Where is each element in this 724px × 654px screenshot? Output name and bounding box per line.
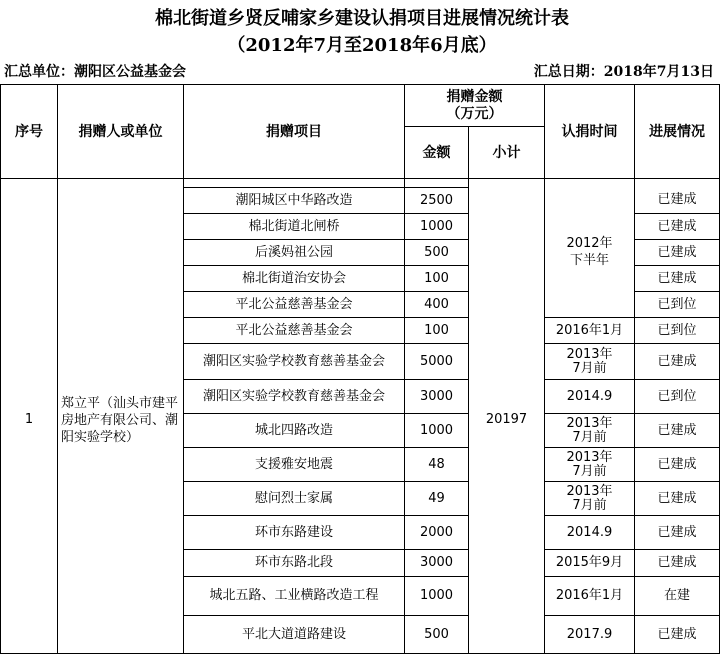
project-cell: 棉北街道北闸桥 (184, 214, 405, 240)
header-progress: 进展情况 (635, 85, 720, 179)
header-project: 捐赠项目 (184, 85, 405, 179)
time-cell: 2017.9 (545, 616, 635, 654)
progress-cell: 已建成 (635, 516, 720, 550)
progress-cell: 已建成 (635, 550, 720, 577)
project-cell: 环市东路北段 (184, 550, 405, 577)
progress-cell: 已建成 (635, 240, 720, 266)
progress-cell: 已建成 (635, 266, 720, 292)
donation-table (0, 84, 720, 654)
amount-cell: 100 (405, 266, 469, 292)
project-cell: 平北公益慈善基金会 (184, 318, 405, 344)
progress-cell: 在建 (635, 577, 720, 616)
header-seq: 序号 (1, 85, 58, 179)
progress-cell: 已到位 (635, 380, 720, 414)
header-time: 认捐时间 (545, 85, 635, 179)
seq-cell: 1 (1, 188, 58, 654)
project-cell: 潮阳城区中华路改造 (184, 188, 405, 214)
progress-cell: 已建成 (635, 188, 720, 214)
amount-cell: 48 (405, 448, 469, 482)
subtotal-cell: 20197 (469, 188, 545, 654)
project-cell: 潮阳区实验学校教育慈善基金会 (184, 344, 405, 380)
header-subtotal: 小计 (469, 127, 545, 179)
time-cell: 2013年 7月前 (545, 344, 635, 380)
time-cell: 2014.9 (545, 380, 635, 414)
time-cell: 2014.9 (545, 516, 635, 550)
time-cell: 2015年9月 (545, 550, 635, 577)
gap-cell (1, 179, 58, 188)
amount-cell: 2500 (405, 188, 469, 214)
amount-cell: 49 (405, 482, 469, 516)
gap-cell (184, 179, 405, 188)
project-cell: 慰问烈士家属 (184, 482, 405, 516)
amount-cell: 1000 (405, 214, 469, 240)
gap-cell (58, 179, 184, 188)
amount-cell: 100 (405, 318, 469, 344)
time-cell: 2016年1月 (545, 577, 635, 616)
gap-cell (469, 179, 545, 188)
progress-cell: 已建成 (635, 344, 720, 380)
table-row (1, 188, 720, 214)
project-cell: 潮阳区实验学校教育慈善基金会 (184, 380, 405, 414)
project-cell: 环市东路建设 (184, 516, 405, 550)
gap-cell (545, 179, 635, 188)
time-cell: 2016年1月 (545, 318, 635, 344)
progress-cell: 已建成 (635, 482, 720, 516)
amount-cell: 5000 (405, 344, 469, 380)
progress-cell: 已建成 (635, 448, 720, 482)
summary-date: 汇总日期：2018年7月13日 (533, 64, 714, 80)
project-cell: 平北公益慈善基金会 (184, 292, 405, 318)
amount-cell: 500 (405, 616, 469, 654)
time-cell: 2013年 7月前 (545, 448, 635, 482)
progress-cell: 已建成 (635, 616, 720, 654)
amount-cell: 500 (405, 240, 469, 266)
header-amount-group: 捐赠金额 （万元） (405, 85, 545, 127)
donor-cell: 郑立平（汕头市建平房地产有限公司、潮阳实验学校） (58, 188, 184, 654)
amount-cell: 3000 (405, 550, 469, 577)
header-amount: 金额 (405, 127, 469, 179)
amount-cell: 1000 (405, 577, 469, 616)
project-cell: 棉北街道治安协会 (184, 266, 405, 292)
gap-cell (405, 179, 469, 188)
progress-cell: 已到位 (635, 292, 720, 318)
amount-cell: 2000 (405, 516, 469, 550)
project-cell: 城北五路、工业横路改造工程 (184, 577, 405, 616)
amount-cell: 400 (405, 292, 469, 318)
project-cell: 支援雅安地震 (184, 448, 405, 482)
gap-cell (635, 179, 720, 188)
project-cell: 城北四路改造 (184, 414, 405, 448)
summary-unit: 汇总单位：潮阳区公益基金会 (4, 64, 186, 80)
progress-cell: 已建成 (635, 414, 720, 448)
amount-cell: 3000 (405, 380, 469, 414)
project-cell: 平北大道道路建设 (184, 616, 405, 654)
project-cell: 后溪妈祖公园 (184, 240, 405, 266)
progress-cell: 已到位 (635, 318, 720, 344)
amount-cell: 1000 (405, 414, 469, 448)
time-cell: 2013年 7月前 (545, 414, 635, 448)
page-title: 棉北街道乡贤反哺家乡建设认捐项目进展情况统计表 (155, 8, 569, 29)
time-cell: 2013年 7月前 (545, 482, 635, 516)
page-subtitle: （2012年7月至2018年6月底） (227, 35, 497, 56)
header-donor: 捐赠人或单位 (58, 85, 184, 179)
time-cell: 2012年 下半年 (545, 188, 635, 318)
progress-cell: 已建成 (635, 214, 720, 240)
